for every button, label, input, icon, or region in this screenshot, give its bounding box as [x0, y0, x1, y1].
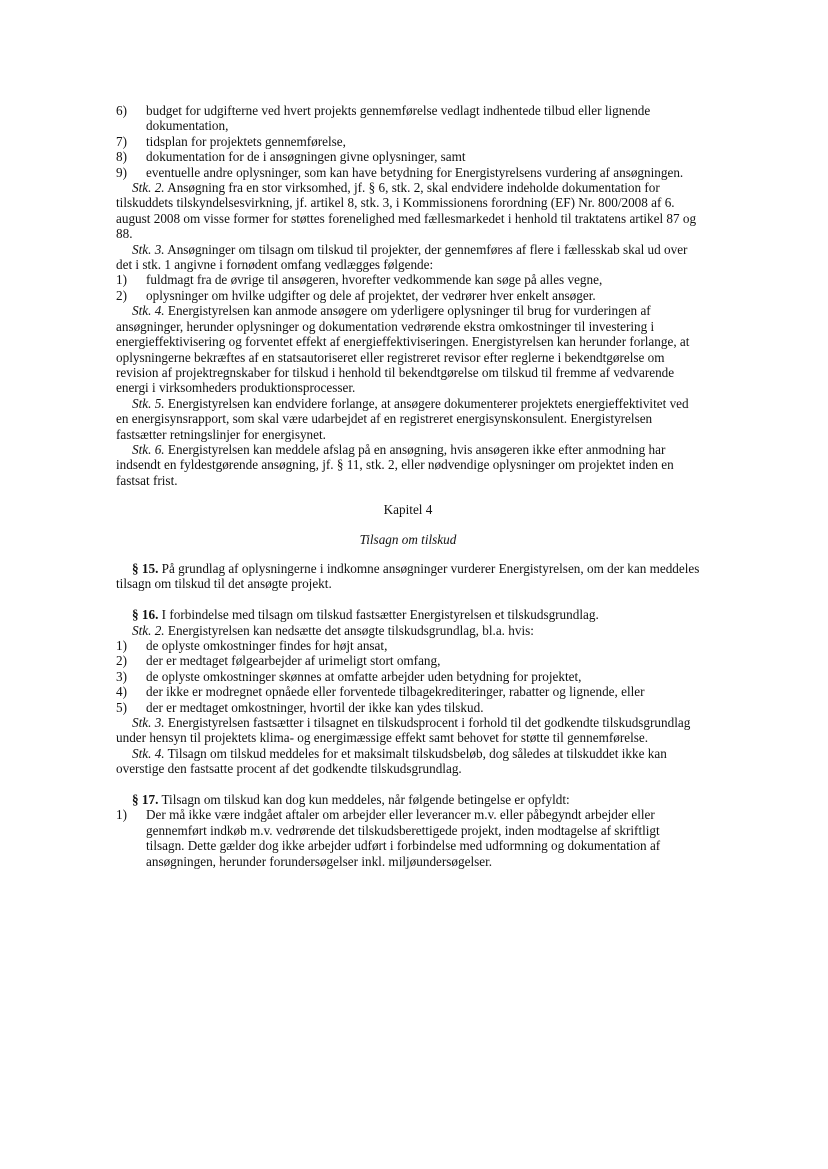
paragraph-14-stk4 — [116, 303, 700, 395]
paragraph-16-stk2 — [116, 623, 700, 638]
section-label: § 16. — [132, 607, 159, 623]
list-text: de oplyste omkostninger findes for højt ansat, — [146, 637, 388, 653]
list-number: 1) — [116, 807, 127, 823]
list-number: 3) — [116, 668, 127, 684]
chapter-heading: Kapitel 4 — [383, 502, 433, 518]
paragraph-text: I forbindelse med tilsagn om tilskud fastsætter Energistyrelsen et tilskudsgrundlag. — [161, 607, 599, 623]
paragraph-17 — [116, 792, 700, 807]
paragraph-16 — [116, 607, 700, 622]
list-number: 2) — [116, 653, 127, 669]
section-label: § 15. — [132, 560, 159, 576]
list-number: 6) — [116, 103, 127, 118]
stk-label: Stk. 6. — [132, 441, 165, 457]
list-item — [116, 165, 700, 180]
list-number: 1) — [116, 637, 127, 653]
list-text: oplysninger om hvilke udgifter og dele af projektet, der vedrører hver enkelt ansøger. — [146, 287, 596, 303]
paragraph-16-stk3 — [116, 715, 700, 746]
paragraph-text: Energistyrelsen kan meddele afslag på en ansøgning, hvis ansøgeren ikke efter anmodning har indsendt en fyldestgørende ansøgning, jf. § 11, stk. 2, eller nødvendige oplysninger om projektet inden en fastsat frist. — [116, 441, 674, 488]
list-item — [116, 807, 700, 869]
paragraph-15 — [116, 561, 700, 592]
list-item — [116, 272, 700, 287]
paragraph-text: På grundlag af oplysningerne i indkomne ansøgninger vurderer Energistyrelsen, om der kan meddeles tilsagn om tilskud til det ansøgte projekt. — [116, 560, 700, 592]
list-number: 4) — [116, 684, 127, 700]
paragraph-14-stk2 — [116, 180, 700, 242]
paragraph-text: Tilsagn om tilskud meddeles for et maksimalt tilskudsbeløb, dog således at tilskuddet ikke kan overstige den fastsatte procent af det godkendte tilskudsgrundlag. — [116, 745, 667, 777]
list-item — [116, 149, 700, 164]
paragraph-16-stk4 — [116, 746, 700, 777]
list-text: der er medtaget følgearbejder af urimeligt stort omfang, — [146, 653, 441, 669]
list-item — [116, 103, 700, 134]
list-text: budget for udgifterne ved hvert projekts gennemførelse vedlagt indhentede tilbud eller lignende dokumentation, — [146, 103, 651, 134]
list-item — [116, 700, 700, 715]
list-item — [116, 653, 700, 668]
list-item — [116, 288, 700, 303]
stk-label: Stk. 5. — [132, 395, 165, 411]
paragraph-text: Energistyrelsen kan anmode ansøgere om yderligere oplysninger til brug for vurderingen af ansøgninger, herunder oplysninger og dokumentation vedrørende ekstra omkostninger til investering i energieffektivisering og forventet effekt af energieffektiviseringen. Energistyrelsen kan herunder forlange, at oplysningerne bekræftes af en statsautoriseret eller registreret revisor efter reglerne i bekendtgørelse om revision af projektregnskaber for tilskud i henhold til bekendtgørelse om tilskud til fremme af vedvarende energi i virksomheders produktionsprocesser. — [116, 303, 690, 396]
paragraph-text: Tilsagn om tilskud kan dog kun meddeles, når følgende betingelse er opfyldt: — [161, 792, 570, 808]
paragraph-text: Energistyrelsen kan nedsætte det ansøgte tilskudsgrundlag, bl.a. hvis: — [167, 622, 534, 638]
list-text: tidsplan for projektets gennemførelse, — [146, 133, 346, 149]
document-page — [116, 103, 700, 869]
list-number: 1) — [116, 272, 127, 288]
list-text: fuldmagt fra de øvrige til ansøgeren, hvorefter vedkommende kan søge på alles vegne, — [146, 272, 603, 288]
paragraph-text: Ansøgning fra en stor virksomhed, jf. § 6, stk. 2, skal endvidere indeholde dokumentation for tilskuddets tilskyndelsesvirkning, jf. artikel 8, stk. 3, i Kommissionens forordning (EF) Nr. 800/2008 af 6. august 2008 om visse former for støttes forenelighed med fællesmarkedet i henhold til traktatens artikel 87 og 88. — [116, 180, 697, 242]
section-label: § 17. — [132, 792, 159, 808]
list-item — [116, 684, 700, 699]
chapter-title: Tilsagn om tilskud — [359, 531, 457, 547]
list-text: dokumentation for de i ansøgningen givne oplysninger, samt — [146, 149, 466, 165]
list-number: 5) — [116, 699, 127, 715]
stk-label: Stk. 3. — [132, 241, 165, 257]
paragraph-14-stk3 — [116, 242, 700, 273]
list-text: de oplyste omkostninger skønnes at omfatte arbejder uden betydning for projektet, — [146, 668, 582, 684]
list-text: Der må ikke være indgået aftaler om arbejder eller leverancer m.v. eller påbegyndt arbejder eller gennemført indkøb m.v. vedrørende det tilskudsberettigede projekt, inden modtagelse af skriftligt tilsagn. Dette gælder dog ikke arbejder udført i forbindelse med udformning og dokumentation af ansøgningen, herunder forundersøgelser inkl. miljøundersøgelser. — [146, 807, 661, 869]
paragraph-text: Ansøgninger om tilsagn om tilskud til projekter, der gennemføres af flere i fællesskab skal ud over det i stk. 1 angivne i fornødent omfang vedlægges følgende: — [116, 241, 688, 273]
list-number: 8) — [116, 149, 127, 165]
paragraph-14-stk6 — [116, 442, 700, 488]
stk-label: Stk. 4. — [132, 303, 165, 319]
stk-label: Stk. 2. — [132, 622, 165, 638]
stk-label: Stk. 3. — [132, 715, 165, 731]
list-text: eventuelle andre oplysninger, som kan have betydning for Energistyrelsens vurdering af ansøgningen. — [146, 164, 684, 180]
paragraph-text: Energistyrelsen fastsætter i tilsagnet en tilskudsprocent i forhold til det godkendte tilskudsgrundlag under hensyn til projektets klima- og energimæssige effekt samt behovet for støtte til gennemførelse. — [116, 715, 691, 746]
list-text: der ikke er modregnet opnåede eller forventede tilbagekrediteringer, rabatter og lignende, eller — [146, 684, 645, 700]
list-number: 2) — [116, 287, 127, 303]
list-number: 7) — [116, 133, 127, 149]
list-text: der er medtaget omkostninger, hvortil der ikke kan ydes tilskud. — [146, 699, 484, 715]
list-item — [116, 134, 700, 149]
paragraph-14-stk5 — [116, 396, 700, 442]
list-item — [116, 669, 700, 684]
list-number: 9) — [116, 164, 127, 180]
stk-label: Stk. 2. — [132, 180, 165, 196]
paragraph-text: Energistyrelsen kan endvidere forlange, at ansøgere dokumenterer projektets energieffektivitet ved en energisynsrapport, som skal være udarbejdet af en registreret energisynskonsulent. Energistyrelsen fastsætter retningslinjer for energisynet. — [116, 395, 689, 442]
stk-label: Stk. 4. — [132, 745, 165, 761]
list-item — [116, 638, 700, 653]
